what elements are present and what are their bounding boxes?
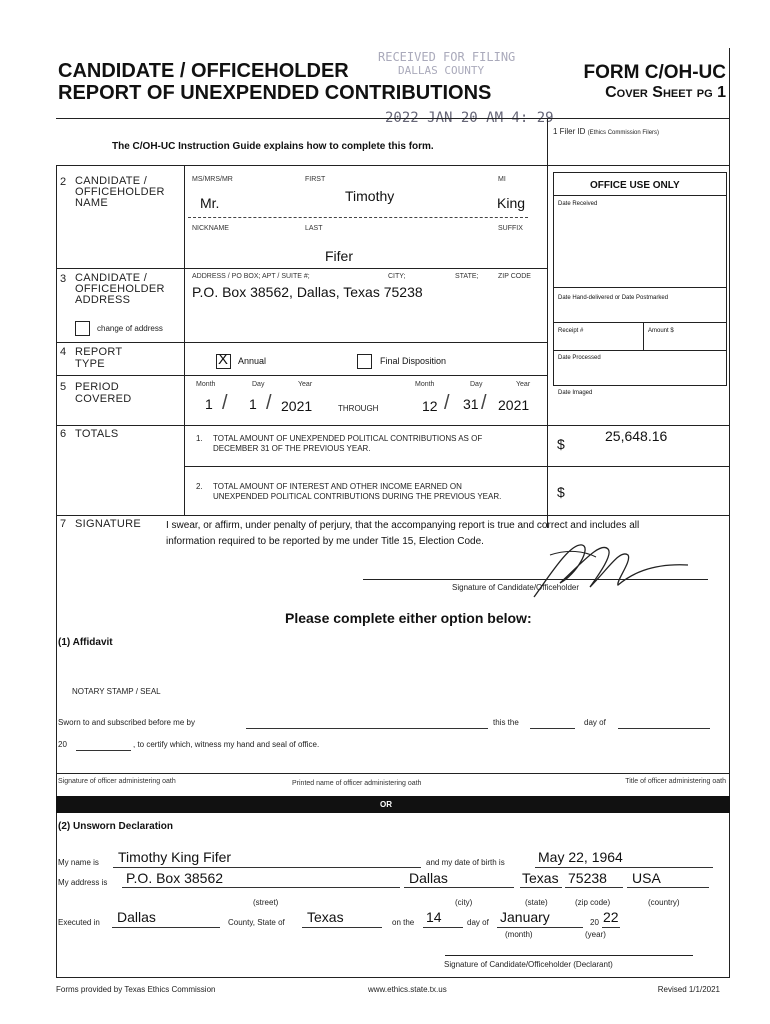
street-caption: (street) xyxy=(253,898,279,907)
or-divider xyxy=(56,796,730,813)
end-month-label: Month xyxy=(415,381,435,388)
form-number: FORM C/OH-UC xyxy=(583,62,726,83)
sworn-text-a: Sworn to and subscribed before me by xyxy=(58,718,195,727)
suffix-label: SUFFIX xyxy=(498,225,523,232)
start-year-value[interactable]: 2021 xyxy=(281,398,313,414)
start-month-value[interactable]: 1 xyxy=(205,396,213,412)
executed-year-line[interactable] xyxy=(602,927,620,928)
date-slash-icon: / xyxy=(222,392,228,414)
executed-day-line[interactable] xyxy=(423,927,463,928)
form-title-line2: REPORT OF UNEXPENDED CONTRIBUTIONS xyxy=(58,82,492,104)
start-month-label: Month xyxy=(196,381,216,388)
section-4-number: 4 xyxy=(60,346,67,358)
sworn-text-e: , to certify which, witness my hand and seal of office. xyxy=(133,740,320,749)
state-label: STATE; xyxy=(455,273,479,280)
final-disposition-label: Final Disposition xyxy=(380,356,447,366)
address-city-value[interactable]: Dallas xyxy=(409,870,448,886)
executed-month-line[interactable] xyxy=(497,927,583,928)
officer-signature-label: Signature of officer administering oath xyxy=(58,778,176,785)
form-title-line1: CANDIDATE / OFFICEHOLDER xyxy=(58,60,349,82)
address-value[interactable]: P.O. Box 38562, Dallas, Texas 75238 xyxy=(192,284,423,300)
dob-line[interactable] xyxy=(535,867,713,868)
date-processed-label: Date Processed xyxy=(558,355,601,361)
sworn-text-b: this the xyxy=(493,718,519,727)
first-label: FIRST xyxy=(305,176,326,183)
final-disposition-checkbox[interactable] xyxy=(357,354,372,369)
affidavit-heading: (1) Affidavit xyxy=(58,637,113,648)
options-heading: Please complete either option below: xyxy=(285,610,532,626)
address-country-value[interactable]: USA xyxy=(632,870,661,886)
annual-check-mark: X xyxy=(218,351,229,368)
month-caption: (month) xyxy=(505,930,533,939)
executed-city-value[interactable]: Dallas xyxy=(117,909,156,925)
signature-caption: Signature of Candidate/Officeholder xyxy=(452,583,580,592)
nickname-label: NICKNAME xyxy=(192,225,229,232)
date-imaged-label: Date Imaged xyxy=(558,390,593,396)
sworn-text-d: 20 xyxy=(58,740,67,749)
executed-month-value[interactable]: January xyxy=(500,909,550,925)
start-day-label: Day xyxy=(252,381,265,388)
declarant-name-line[interactable] xyxy=(113,867,421,868)
totals-item2-text: TOTAL AMOUNT OF INTEREST AND OTHER INCOME EARNED ON UNEXPENDED POLITICAL CONTRIBUTIONS DURING THE PREVIOUS YEAR. xyxy=(213,482,502,501)
sworn-day-line[interactable] xyxy=(530,728,575,729)
receipt-label: Receipt # xyxy=(558,328,584,334)
annual-label: Annual xyxy=(238,356,267,366)
start-day-value[interactable]: 1 xyxy=(249,396,257,412)
notary-stamp-label: NOTARY STAMP / SEAL xyxy=(72,687,161,696)
address-city-line[interactable] xyxy=(404,887,514,888)
end-day-value[interactable]: 31 xyxy=(463,396,479,412)
address-country-line[interactable] xyxy=(627,887,709,888)
section-3-number: 3 xyxy=(60,273,67,285)
twenty-label: 20 xyxy=(590,918,599,927)
zip-label: ZIP CODE xyxy=(498,273,531,280)
address-street-line[interactable] xyxy=(122,887,400,888)
section-2-label: CANDIDATE / OFFICEHOLDER NAME xyxy=(75,175,165,209)
section-6-number: 6 xyxy=(60,428,67,440)
change-of-address-checkbox[interactable] xyxy=(75,321,90,336)
or-label: OR xyxy=(380,800,392,809)
footer-provider: Forms provided by Texas Ethics Commission xyxy=(56,985,216,994)
last-name-value[interactable]: Fifer xyxy=(325,248,353,264)
officer-title-label: Title of officer administering oath xyxy=(625,778,726,785)
date-received-label: Date Received xyxy=(558,201,598,207)
end-month-value[interactable]: 12 xyxy=(422,398,438,414)
totals-item1-value[interactable]: 25,648.16 xyxy=(605,428,668,444)
section-6-label: TOTALS xyxy=(75,428,119,440)
address-state-value[interactable]: Texas xyxy=(522,870,559,886)
zip-caption: (zip code) xyxy=(575,898,611,907)
my-name-is-label: My name is xyxy=(58,858,99,867)
officer-printed-name-label: Printed name of officer administering oath xyxy=(292,780,422,787)
executed-in-label: Executed in xyxy=(58,918,100,927)
last-label: LAST xyxy=(305,225,323,232)
my-address-is-label: My address is xyxy=(58,878,108,887)
section-3-label: CANDIDATE / OFFICEHOLDER ADDRESS xyxy=(75,272,165,306)
address-zip-line[interactable] xyxy=(565,887,623,888)
received-stamp-date: 2022 JAN 20 AM 4: 29 xyxy=(385,110,554,126)
section-2-number: 2 xyxy=(60,176,67,188)
date-slash-icon: / xyxy=(481,392,487,414)
dob-value[interactable]: May 22, 1964 xyxy=(538,849,623,865)
totals-item2-currency: $ xyxy=(557,484,565,500)
start-year-label: Year xyxy=(298,381,313,388)
address-state-line[interactable] xyxy=(520,887,562,888)
footer-website[interactable]: www.ethics.state.tx.us xyxy=(368,985,447,994)
instruction-note: The C/OH-UC Instruction Guide explains how to complete this form. xyxy=(112,141,434,152)
change-of-address-label: change of address xyxy=(97,324,163,333)
mi-label: MI xyxy=(498,176,506,183)
footer-revised: Revised 1/1/2021 xyxy=(657,985,720,994)
executed-year-value[interactable]: 22 xyxy=(603,909,619,925)
day-of-label: day of xyxy=(467,918,489,927)
cover-sheet-label: Cover Sheet pg 1 xyxy=(605,84,726,101)
ms-value[interactable]: Mr. xyxy=(200,195,220,211)
section-5-label: PERIOD COVERED xyxy=(75,381,132,405)
filer-id-label: 1 Filer ID (Ethics Commission Filers) xyxy=(553,127,660,136)
sworn-by-line[interactable] xyxy=(246,728,488,729)
date-slash-icon: / xyxy=(266,392,272,414)
ms-label: MS/MRS/MR xyxy=(192,176,233,183)
unsworn-heading: (2) Unsworn Declaration xyxy=(58,821,174,832)
year-caption: (year) xyxy=(585,930,606,939)
totals-item2-number: 2. xyxy=(196,482,203,491)
executed-city-line[interactable] xyxy=(112,927,220,928)
mi-value[interactable]: King xyxy=(497,195,526,211)
totals-item1-number: 1. xyxy=(196,434,203,443)
section-7-number: 7 xyxy=(60,518,67,530)
executed-day-value[interactable]: 14 xyxy=(426,909,442,925)
city-label: CITY; xyxy=(388,273,406,280)
totals-item1-currency: $ xyxy=(557,436,565,452)
received-stamp-line1: RECEIVED FOR FILING xyxy=(378,50,516,64)
sworn-month-line[interactable] xyxy=(618,728,710,729)
end-year-value[interactable]: 2021 xyxy=(498,397,530,413)
declarant-name-value[interactable]: Timothy King Fifer xyxy=(118,849,232,865)
apt-label: APT / SUITE #; xyxy=(262,273,310,280)
county-state-label: County, State of xyxy=(228,918,285,927)
executed-state-line[interactable] xyxy=(302,927,382,928)
city-caption: (city) xyxy=(455,898,473,907)
totals-item1-text: TOTAL AMOUNT OF UNEXPENDED POLITICAL CONTRIBUTIONS AS OF DECEMBER 31 OF THE PREVIOUS YEAR. xyxy=(213,434,483,453)
section-4-label: REPORT TYPE xyxy=(75,346,123,370)
amount-label: Amount $ xyxy=(648,328,674,334)
end-day-label: Day xyxy=(470,381,483,388)
address-street-value[interactable]: P.O. Box 38562 xyxy=(126,870,224,886)
country-caption: (country) xyxy=(648,898,680,907)
date-slash-icon: / xyxy=(444,392,450,414)
executed-state-value[interactable]: Texas xyxy=(307,909,344,925)
candidate-signature xyxy=(520,535,690,605)
declarant-signature-caption: Signature of Candidate/Officeholder (Declarant) xyxy=(444,960,613,969)
state-caption: (state) xyxy=(525,898,548,907)
section-5-number: 5 xyxy=(60,381,67,393)
date-hand-delivered-label: Date Hand-delivered or Date Postmarked xyxy=(558,295,669,301)
address-label: ADDRESS / PO BOX; xyxy=(192,273,261,280)
end-year-label: Year xyxy=(516,381,531,388)
on-the-label: on the xyxy=(392,918,415,927)
sworn-year-line[interactable] xyxy=(76,750,131,751)
first-name-value[interactable]: Timothy xyxy=(345,188,395,204)
sworn-text-c: day of xyxy=(584,718,606,727)
section-7-label: SIGNATURE xyxy=(75,518,142,530)
through-label: THROUGH xyxy=(338,404,379,413)
address-zip-value[interactable]: 75238 xyxy=(568,870,607,886)
received-stamp-line2: DALLAS COUNTY xyxy=(398,64,485,77)
dob-label: and my date of birth is xyxy=(426,858,505,867)
signature-oath-text: I swear, or affirm, under penalty of perjury, that the accompanying report is true and correct and includes all information required to be reported by me under Title 15, Election Code. xyxy=(166,520,640,547)
office-use-title: OFFICE USE ONLY xyxy=(590,180,680,191)
